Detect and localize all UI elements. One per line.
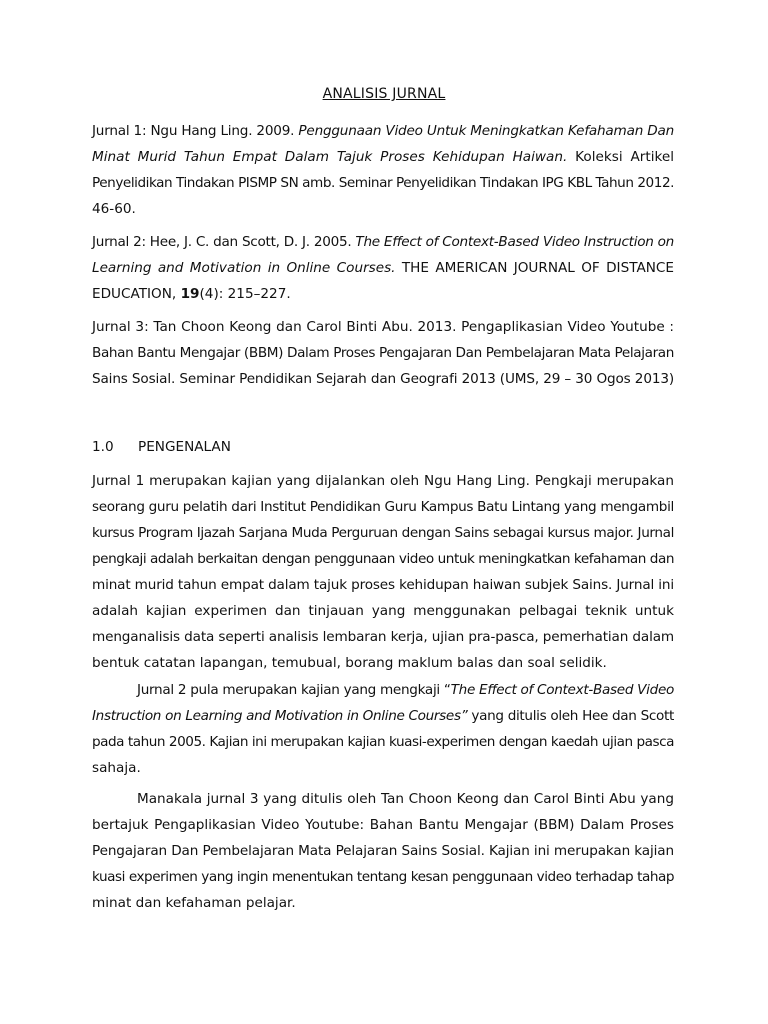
reference-line: Learning and Motivation in Online Courses. THE AMERICAN JOURNAL OF DISTANCE [92,260,674,276]
section-heading [92,436,231,458]
paragraph-line: pada tahun 2005. Kajian ini merupakan kajian kuasi-experimen dengan kaedah ujian pasca [92,734,674,750]
paragraph-line: pengkaji adalah berkaitan dengan penggunaan video untuk meningkatkan kefahaman dan [92,551,675,567]
paragraph-1 [92,468,674,676]
paragraph-3 [92,786,674,916]
paragraph-line: bertajuk Pengaplikasian Video Youtube: Bahan Bantu Mengajar (BBM) Dalam Proses [92,817,674,833]
paragraph-line: adalah kajian experimen dan tinjauan yang menggunakan pelbagai teknik untuk [92,603,674,619]
reference-jurnal-3 [92,314,674,392]
reference-line: Jurnal 2: Hee, J. C. dan Scott, D. J. 2005. The Effect of Context-Based Video Instruction on [92,234,675,250]
paragraph-line: bentuk catatan lapangan, temubual, borang maklum balas dan soal selidik. [92,655,607,671]
paragraph-line: Jurnal 1 merupakan kajian yang dijalankan oleh Ngu Hang Ling. Pengkaji merupakan [92,473,674,489]
paragraph-line: kuasi experimen yang ingin menentukan tentang kesan penggunaan video terhadap tahap [92,869,675,885]
reference-line: Minat Murid Tahun Empat Dalam Tajuk Proses Kehidupan Haiwan. Koleksi Artikel [92,149,675,165]
paragraph-line: kursus Program Ijazah Sarjana Muda Perguruan dengan Sains sebagai kursus major. Jurnal [92,525,674,541]
reference-line: Penyelidikan Tindakan PISMP SN amb. Seminar Penyelidikan Tindakan IPG KBL Tahun 2012. [92,175,675,191]
paragraph-line: sahaja. [92,760,141,776]
reference-jurnal-1 [92,118,674,222]
reference-jurnal-2 [92,229,674,307]
reference-line: Sains Sosial. Seminar Pendidikan Sejarah dan Geografi 2013 (UMS, 29 – 30 Ogos 2013) [92,371,675,387]
paragraph-line: Instruction on Learning and Motivation in Online Courses” yang ditulis oleh Hee dan Scott [92,708,674,724]
reference-line: 46-60. [92,201,136,217]
reference-line: Bahan Bantu Mengajar (BBM) Dalam Proses Pengajaran Dan Pembelajaran Mata Pelajaran [92,345,674,361]
reference-line: Jurnal 3: Tan Choon Keong dan Carol Binti Abu. 2013. Pengaplikasian Video Youtube : [92,319,674,335]
paragraph-line: Jurnal 2 pula merupakan kajian yang mengkaji “The Effect of Context-Based Video [137,682,675,698]
reference-line: EDUCATION, 19(4): 215–227. [92,286,291,302]
paragraph-line: minat murid tahun empat dalam tajuk proses kehidupan haiwan subjek Sains. Jurnal ini [92,577,675,593]
section-number: 1.0 [92,439,114,455]
paragraph-2 [92,677,674,781]
paragraph-line: seorang guru pelatih dari Institut Pendidikan Guru Kampus Batu Lintang yang mengambil [92,499,674,515]
paragraph-line: Pengajaran Dan Pembelajaran Mata Pelajaran Sains Sosial. Kajian ini merupakan kajian [92,843,674,859]
paragraph-line: minat dan kefahaman pelajar. [92,895,296,911]
page-title: ANALISIS JURNAL [322,86,446,102]
reference-line: Jurnal 1: Ngu Hang Ling. 2009. Penggunaan Video Untuk Meningkatkan Kefahaman Dan [92,123,675,139]
paragraph-line: Manakala jurnal 3 yang ditulis oleh Tan Choon Keong dan Carol Binti Abu yang [137,791,674,807]
section-title: PENGENALAN [138,439,231,455]
paragraph-line: menganalisis data seperti analisis lembaran kerja, ujian pra-pasca, pemerhatian dalam [92,629,675,645]
